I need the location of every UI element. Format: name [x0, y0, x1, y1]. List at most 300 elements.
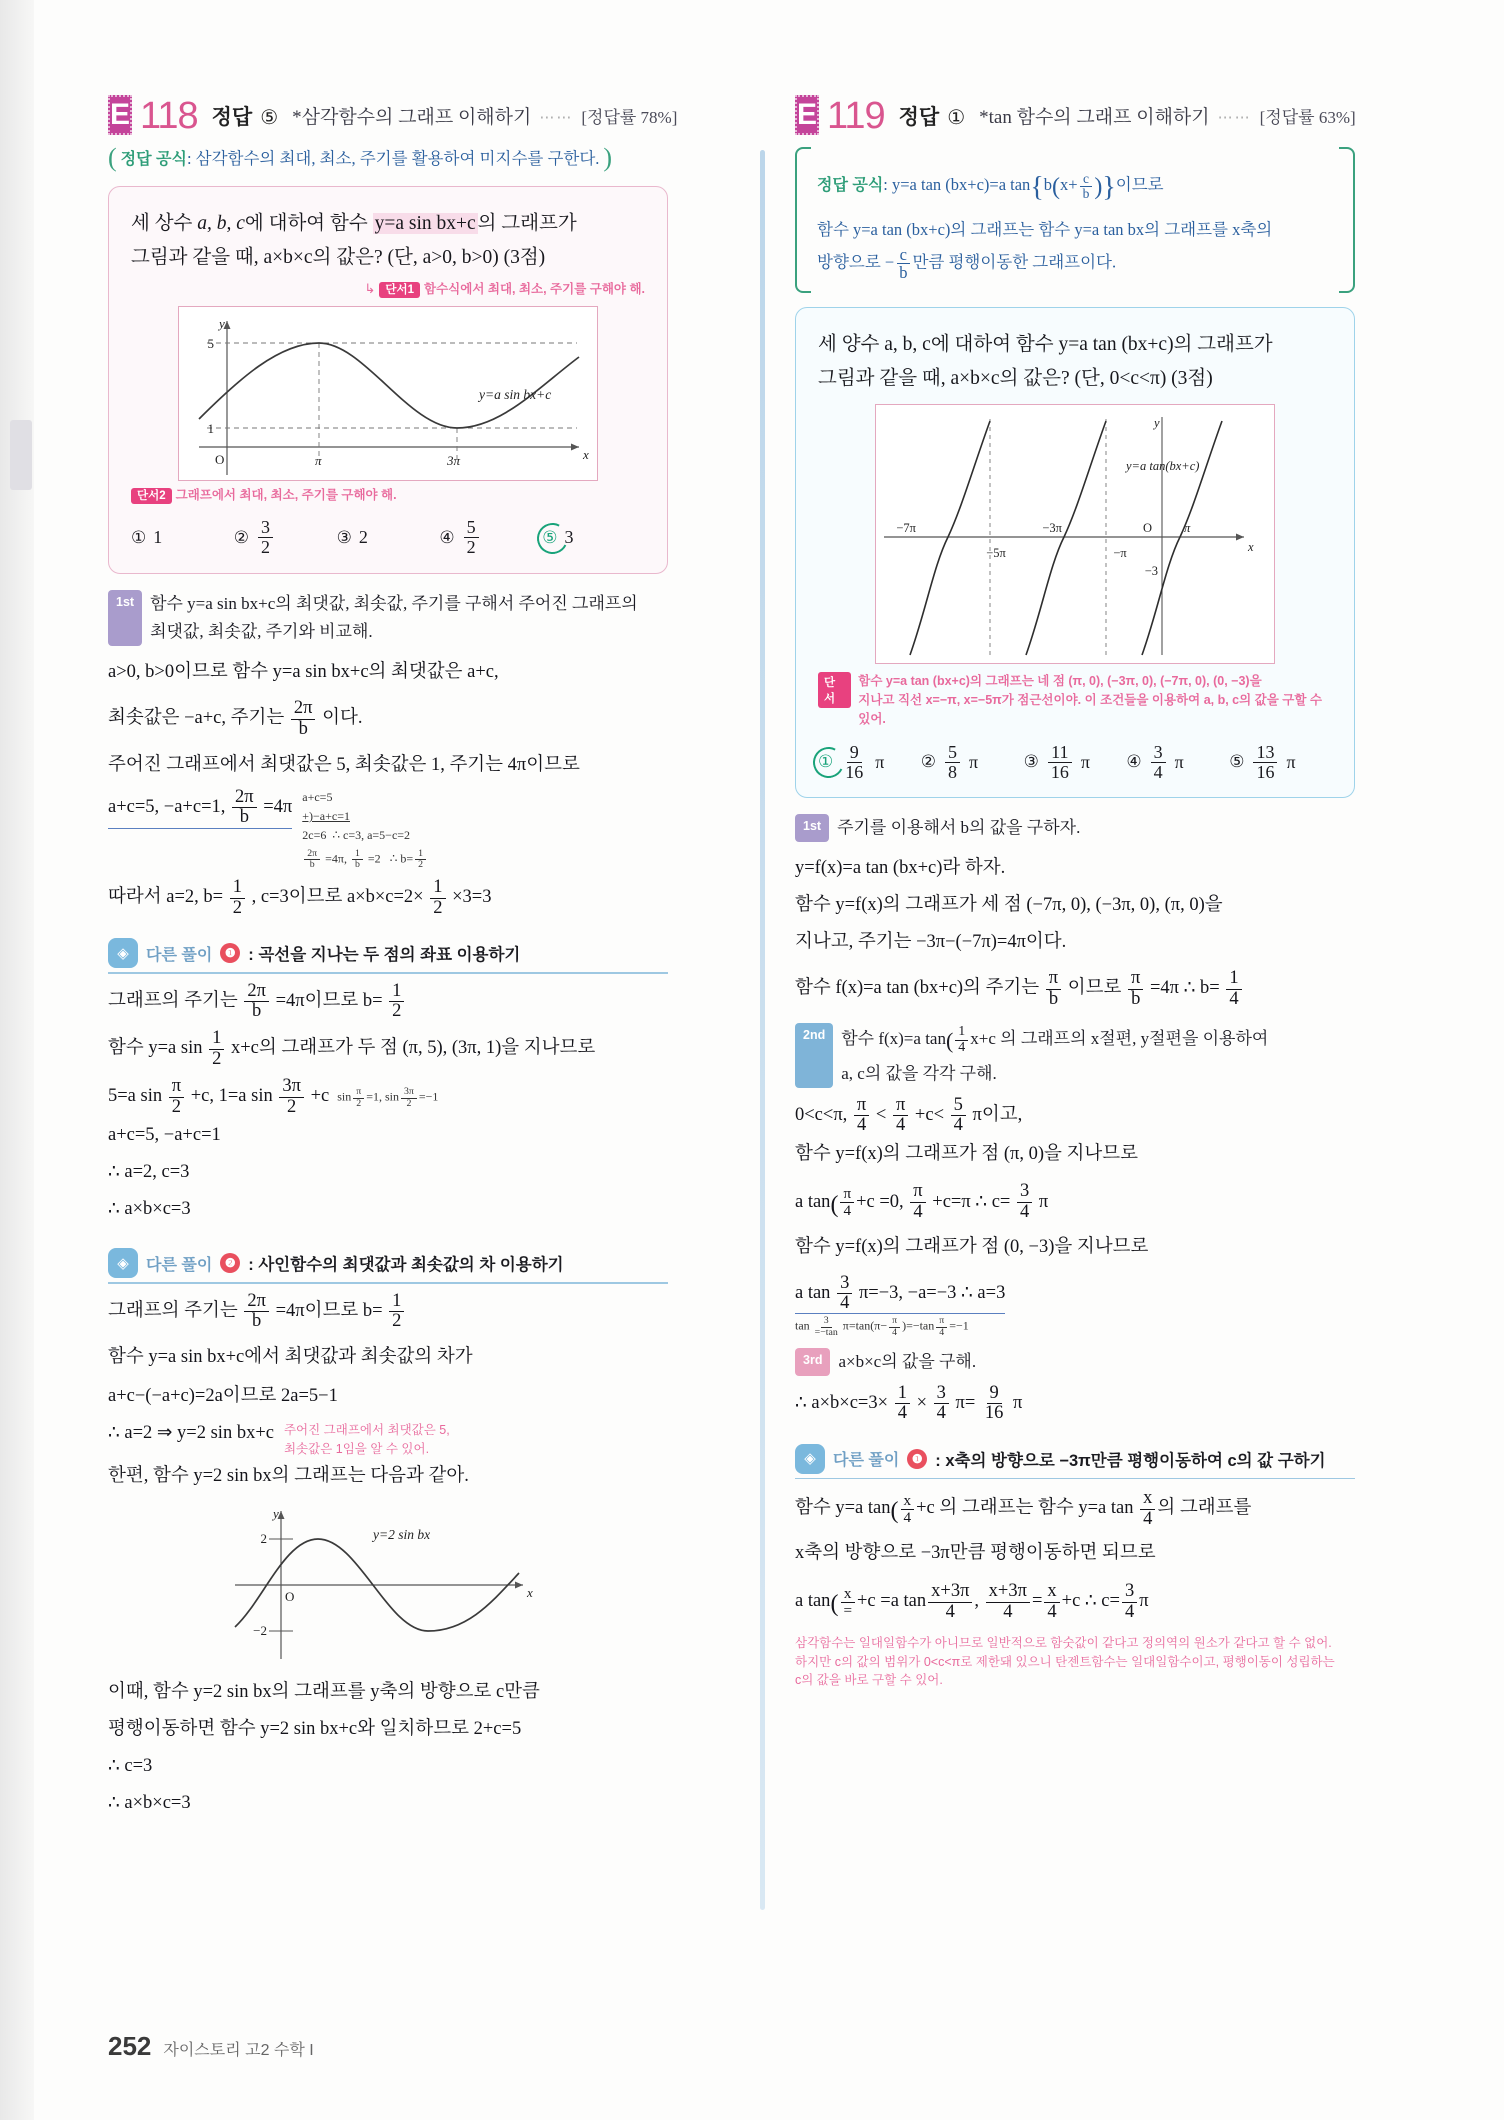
c119-3-d: 16	[1050, 761, 1069, 782]
o1l3-f1n: π	[169, 1077, 184, 1097]
s2l3-b: +c =0,	[856, 1191, 909, 1212]
column-right	[795, 95, 1355, 1689]
o119l3-f2n: x+3π	[928, 1582, 972, 1602]
s2l3-e: π	[1038, 1191, 1049, 1212]
s2-119-tan-note	[795, 1316, 1355, 1338]
other-solution-2-header	[108, 1248, 668, 1278]
formula-119-frac-2	[896, 246, 910, 282]
formula-119-line-1: 정답 공식: y=a tan (bx+c)=a tan{b(x+ $\frac{c}{b}$ )}이므로	[817, 170, 1164, 203]
step-1-block-119	[795, 814, 1355, 842]
other1-line-3-row	[108, 1069, 668, 1117]
choice-119-4-frac	[1151, 743, 1166, 782]
svg-text:−3: −3	[1144, 564, 1158, 579]
o1l1-prefix: 그래프의 주기는	[108, 990, 243, 1011]
s2l1-f2d: 4	[896, 1115, 906, 1136]
choice-119-2-num: ②	[920, 752, 937, 772]
other-solution-1-label: 다른 풀이	[146, 946, 213, 964]
formula-key-label: 정답 공식	[120, 151, 187, 168]
s2l1x-c: +c<	[914, 1104, 944, 1125]
c119-1-d: 16	[845, 761, 864, 782]
other1-line-4: a+c=5, −a+c=1	[108, 1125, 221, 1146]
s2l5-f	[837, 1274, 852, 1314]
other1-line-2	[108, 1029, 668, 1069]
o1l1-frac-1	[244, 982, 269, 1022]
o1l1-f1d: b	[252, 1000, 262, 1021]
q1-suffix: 의 그래프가	[477, 213, 577, 234]
s2l5-a: a tan	[795, 1282, 836, 1303]
clue-1-text: 함수식에서 최대, 최소, 주기를 구해야 해.	[424, 282, 645, 297]
o119l1-f1	[901, 1493, 915, 1526]
s119l4-f2	[1128, 969, 1143, 1009]
svg-text:1: 1	[207, 421, 214, 437]
choice-1[interactable]	[131, 518, 234, 557]
svg-text:3π: 3π	[447, 453, 461, 469]
s119l4-f3n: 1	[1226, 969, 1241, 989]
s2n-f2	[889, 1316, 900, 1338]
sol2-numer: 2π	[291, 699, 316, 719]
choice-4-numer: 5	[464, 518, 479, 538]
s2l3-f1	[840, 1186, 854, 1219]
clue-1-row	[131, 279, 645, 298]
other1-sin-note	[337, 1087, 438, 1117]
o119-note-line-3: c의 값을 바로 구할 수 있어.	[795, 1672, 943, 1687]
solution-line-2	[108, 699, 668, 739]
other2-line-5: 한편, 함수 y=2 sin bx의 그래프는 다음과 같아.	[108, 1465, 469, 1486]
o119-paren-open: (	[890, 1498, 899, 1525]
correct-rate-badge: [정답률 78%]	[581, 108, 678, 127]
choice-119-1[interactable]	[818, 743, 921, 782]
formula-119-key: 정답 공식	[817, 177, 884, 194]
formula-119-frac-n: c	[1080, 172, 1092, 187]
s2-119-line-2: 함수 y=f(x)의 그래프가 점 (π, 0)을 지나므로	[795, 1143, 1139, 1164]
s2l1-f3n: 5	[951, 1096, 966, 1116]
q1-vars: a, b, c	[197, 213, 245, 234]
o119l3-f2d: 4	[945, 1601, 955, 1622]
clue-2-text: 그래프에서 최대, 최소, 주기를 구해야 해.	[175, 488, 397, 503]
o119l3-c: ,	[974, 1591, 984, 1612]
o1l3-prefix: 5=a sin	[108, 1086, 167, 1107]
o1l3-frac-1	[169, 1077, 184, 1117]
choice-4-num: ④	[439, 527, 455, 547]
clue-arrow-icon: ↳	[364, 281, 376, 297]
choice-4-denom: 2	[466, 537, 476, 558]
sol5-f2-n: 1	[430, 878, 445, 898]
svg-text:−5π: −5π	[986, 546, 1006, 561]
formula-119-line-3	[817, 246, 1337, 282]
s2l1x-d: π이고,	[972, 1104, 1023, 1125]
o1l3-frac-2	[279, 1077, 304, 1117]
s2l3-paren-open: (	[830, 1191, 839, 1218]
o2l1-f1n: 2π	[244, 1292, 269, 1312]
formula-big-bracket-close: }	[1102, 172, 1116, 203]
s2-119-line-1	[795, 1096, 1355, 1136]
choice-2-num: ②	[233, 527, 250, 547]
sol5-fraction-2	[430, 878, 445, 918]
s2l1-f1n: π	[854, 1096, 869, 1116]
choice-3[interactable]	[337, 518, 440, 557]
s2n-d: =−tan	[906, 1318, 935, 1333]
sol5-fraction-1	[230, 878, 245, 918]
lightbulb-icon-119: ◈	[795, 1444, 825, 1474]
s2l3-f2d: 4	[913, 1201, 923, 1222]
s2l3-a: a tan	[795, 1191, 831, 1212]
choice-1-num: ①	[131, 527, 147, 547]
column-left	[108, 95, 678, 1822]
sol5-mid: , c=3이므로 a×b×c=2×	[251, 887, 424, 908]
s2n-f1d: =−tan	[814, 1326, 838, 1338]
close-paren-glyph: )	[603, 143, 613, 172]
svg-text:y: y	[1154, 416, 1160, 431]
o119l3-f1	[840, 1586, 855, 1619]
lightbulb-icon: ◈	[108, 938, 138, 968]
svg-text:O: O	[285, 1588, 295, 1604]
s2-frac-d: 4	[958, 1039, 966, 1055]
formula-119-frac	[1080, 172, 1093, 201]
o1n-f1	[353, 1087, 364, 1109]
s2n-e: =−1	[949, 1318, 969, 1333]
s2n-paren-2: )	[902, 1318, 907, 1333]
step-119-2-line-1	[841, 1024, 1269, 1055]
s119-line-2: 함수 y=f(x)의 그래프가 세 점 (−7π, 0), (−3π, 0), (π, 0)을	[795, 895, 1223, 916]
svg-text:−7π: −7π	[896, 521, 916, 536]
sol4-prefix: a+c=5, −a+c=1,	[108, 797, 231, 818]
o2-note-line-1: 주어진 그래프에서 최댓값은 5,	[283, 1423, 450, 1438]
s3l1-c: π=	[955, 1393, 976, 1414]
o119-line-1	[795, 1487, 1355, 1535]
s119-line-3: 지나고, 주기는 −3π−(−7π)=4π이다.	[795, 932, 1067, 953]
o119l1-c: 의 그래프를	[1157, 1498, 1252, 1519]
side-calc-line-5	[302, 849, 428, 871]
answer-formula-118	[108, 143, 668, 172]
o119l3-f3n: x+3π	[986, 1582, 1030, 1602]
s2n-f3d: 4	[939, 1326, 945, 1338]
formula-119-l1a: : y=a tan (bx+c)=a tan	[883, 175, 1031, 194]
choice-119-2[interactable]	[921, 743, 1024, 782]
side-calc-frac-2-d: b	[354, 858, 360, 870]
s2l5-b: π=−3, −a=−3 ∴ a=3	[858, 1282, 1006, 1303]
formula-119-l3b: 만큼 평행이동한 그래프이다.	[912, 252, 1117, 272]
s119l4-f1	[1046, 969, 1061, 1009]
o1l1-f2n: 1	[389, 982, 404, 1002]
s119l4-f3	[1226, 969, 1241, 1009]
svg-text:−3π: −3π	[1042, 521, 1062, 536]
other-solution-2-badge: ❷	[220, 1253, 240, 1273]
s2l3-f3d: 4	[1019, 1201, 1030, 1222]
o1l3-suffix: +c	[310, 1086, 330, 1107]
graph-118-frame	[178, 306, 598, 481]
q1-highlight-formula: y=a sin bx+c	[374, 213, 476, 234]
problem-grade-badge: E	[108, 95, 132, 135]
other-solution-119-label: 다른 풀이	[833, 1452, 900, 1470]
step-1-tag: 1st	[108, 590, 142, 646]
answer-label: 정답	[211, 106, 253, 129]
graph-119-svg	[876, 405, 1276, 665]
question-line-2: 그림과 같을 때, a×b×c의 값은? (단, a>0, b>0) (3점)	[131, 247, 546, 269]
s3l1-f1n: 1	[895, 1384, 910, 1404]
svg-text:−π: −π	[1113, 546, 1127, 561]
o119l3-f5n: 3	[1122, 1582, 1137, 1602]
question-119-line-1: 세 양수 a, b, c에 대하여 함수 y=a tan (bx+c)의 그래프가	[818, 334, 1273, 356]
choice-5-num-selected: ⑤	[542, 527, 558, 547]
c119-2-d: 8	[948, 761, 958, 782]
s3l1-f3n: 9	[987, 1384, 1002, 1404]
c119-3-n: 11	[1048, 743, 1071, 763]
problem-118-header	[108, 95, 678, 137]
other1-line-1	[108, 982, 668, 1022]
s119l4-f2d: b	[1131, 988, 1141, 1009]
choice-2-fraction	[258, 518, 273, 557]
step-3-block-119	[795, 1348, 1355, 1376]
c119-4-d: 4	[1153, 761, 1163, 782]
s3l1-a: ∴ a×b×c=3×	[795, 1393, 889, 1414]
s2l3-f1d: 4	[843, 1201, 852, 1219]
o119l3-f5	[1122, 1582, 1137, 1622]
answer-choice: ⑤	[260, 107, 279, 129]
o2l1-mid: =4π이므로 b=	[275, 1300, 383, 1321]
s119l4-f1d: b	[1048, 988, 1059, 1009]
s3l1-f2d: 4	[936, 1403, 946, 1424]
lightbulb-icon-2: ◈	[108, 1248, 138, 1278]
side-calc-6: ∴ b=	[389, 851, 414, 866]
problem-topic-119: *tan 함수의 그래프 이해하기	[979, 107, 1210, 128]
c119-5-suffix: π	[1286, 751, 1296, 772]
o1n-a: sin	[337, 1089, 352, 1104]
s2n-c: π−	[874, 1318, 888, 1333]
s2l3-f3	[1017, 1182, 1032, 1222]
side-calc-line-4: ∴ c=3, a=5−c=2	[332, 828, 411, 843]
s2l1-f2n: π	[893, 1096, 908, 1116]
sol4-denom: b	[239, 807, 249, 828]
answer-formula-119	[795, 147, 1355, 293]
svg-text:π: π	[315, 453, 322, 469]
o119-line-2: x축의 방향으로 −3π만큼 평행이동하면 되므로	[795, 1543, 1156, 1564]
o119l3-f1n: x	[841, 1586, 855, 1603]
problem-grade-badge-119: E	[795, 95, 819, 135]
side-calc-line-3: 2c=6	[302, 828, 327, 843]
s119-line-1: y=f(x)=a tan (bx+c)라 하자.	[795, 858, 1006, 879]
choice-119-5-num: ⑤	[1229, 752, 1245, 772]
other2-line-9: ∴ a×b×c=3	[108, 1792, 191, 1813]
solution-line-3: 주어진 그래프에서 최댓값은 5, 최솟값은 1, 주기는 4π이므로	[108, 754, 580, 775]
o119l1-f1n: x	[901, 1493, 915, 1510]
s3l1-e: π	[1013, 1393, 1023, 1414]
choice-5[interactable]	[542, 518, 645, 557]
o119-note	[795, 1634, 1355, 1688]
answer-label-119: 정답	[898, 106, 940, 129]
formula-119-l1b: 이므로	[1115, 175, 1164, 194]
side-calc-5-end: =2	[367, 851, 381, 866]
side-calc-frac-1-d: b	[309, 858, 315, 870]
s3l1-f2n: 3	[934, 1384, 949, 1404]
gutter-tab-mark	[10, 420, 32, 490]
choice-119-3[interactable]	[1024, 743, 1127, 782]
svg-text:x: x	[1248, 540, 1254, 555]
s3l1-f1d: 4	[897, 1403, 907, 1424]
choice-119-1-num-selected: ①	[818, 752, 834, 772]
s2l1x-b: <	[875, 1104, 887, 1125]
c119-5-n: 13	[1253, 743, 1277, 763]
c119-4-suffix: π	[1174, 751, 1184, 772]
question-card-118	[108, 186, 668, 574]
s2-119-line-3	[795, 1181, 1355, 1229]
problem-number-119: 119	[827, 95, 885, 137]
other2-line-3	[108, 1378, 668, 1415]
sol4-suffix: =4π	[263, 797, 293, 818]
step-2-block-119	[795, 1023, 1355, 1087]
s2-frac	[955, 1025, 968, 1055]
o119l3-f5d: 4	[1124, 1601, 1135, 1622]
o119-line-3	[795, 1580, 1355, 1628]
clue-2-row	[131, 485, 645, 504]
o119l1-f2	[1140, 1489, 1155, 1529]
s2l1-a: 함수 f(x)=a tan	[841, 1029, 946, 1049]
side-calculation-118	[302, 788, 428, 870]
solution-line-4	[108, 788, 292, 829]
open-paren-glyph: (	[108, 143, 117, 172]
choice-119-3-frac	[1048, 743, 1072, 782]
sol2-denom: b	[298, 718, 308, 739]
step-1-line-2: 최댓값, 최솟값, 주기와 비교해.	[150, 622, 373, 642]
other-solution-1-header	[108, 938, 668, 968]
side-calc-line-1: a+c=5	[302, 789, 333, 804]
c119-2-suffix: π	[969, 751, 979, 772]
svg-text:y: y	[273, 1505, 279, 1521]
s3l1-b: ×	[916, 1393, 927, 1414]
o119l3-paren-open: (	[830, 1591, 839, 1618]
sol5-f2-d: 2	[433, 897, 443, 918]
s2l1-b: x+c 의 그래프의 x절편, y절편을 이용하여	[970, 1029, 1269, 1049]
choice-119-5-frac	[1253, 743, 1277, 782]
step-119-2-tag: 2nd	[795, 1023, 833, 1087]
question-119-line-2: 그림과 같을 때, a×b×c의 값은? (단, 0<c<π) (3점)	[818, 368, 1213, 390]
o1l2-fd: 2	[212, 1048, 222, 1069]
choice-2-denom: 2	[261, 537, 271, 558]
question-line-1	[131, 207, 645, 241]
step-119-3-text: a×b×c의 값을 구해.	[838, 1352, 977, 1372]
step-1-line-1: 함수 y=a sin bx+c의 최댓값, 최솟값, 주기를 구해서 주어진 그래프의	[150, 594, 638, 614]
side-calc-frac-3-n: 1	[415, 849, 426, 860]
other1-line-3	[108, 1077, 329, 1117]
other-solution-119-rule	[795, 1478, 1355, 1480]
solution-line-4-row	[108, 788, 668, 870]
choice-119-3-num: ③	[1023, 752, 1039, 772]
o119l3-f3d: 4	[1003, 1601, 1013, 1622]
s2l1-f3d: 4	[953, 1115, 963, 1136]
o119l1-f2n: x	[1140, 1489, 1155, 1509]
o119l3-e: +c ∴ c=	[1061, 1591, 1120, 1612]
o119l3-f1d: =	[843, 1601, 852, 1619]
o1n-f2d: 2	[406, 1097, 412, 1109]
other-solution-119-title: : x축의 방향으로 −3π만큼 평행이동하여 c의 값 구하기	[935, 1451, 1326, 1470]
s119l4-f2n: π	[1128, 969, 1143, 989]
sol2-suffix: 이다.	[322, 708, 363, 729]
sol4-fraction	[232, 788, 257, 828]
clue-119-line-2: 지나고 직선 x=−π, x=−5π가 점근선이야. 이 조건들을 이용하여 a, b, c의 값을 구할 수 있어.	[858, 693, 1322, 726]
leader-dots: ⋯⋯	[539, 110, 574, 126]
other2-line-6: 이때, 함수 y=2 sin bx의 그래프를 y축의 방향으로 c만큼	[108, 1681, 540, 1702]
s2l3-f1n: π	[840, 1186, 854, 1203]
clue-119-text	[858, 672, 1332, 728]
o2l1-frac-1	[244, 1292, 269, 1332]
s119l4-f1n: π	[1046, 969, 1061, 989]
s2l1x-a: 0<c<π,	[795, 1104, 852, 1125]
o119l1-a: 함수 y=a tan	[795, 1498, 891, 1519]
s2-frac-n: 1	[955, 1025, 968, 1041]
o2l1-prefix: 그래프의 주기는	[108, 1300, 243, 1321]
s2l1-f1	[854, 1096, 869, 1136]
s3l1-f2	[934, 1384, 949, 1424]
svg-text:x: x	[583, 447, 589, 463]
clue-119-line-1: 함수 y=a tan (bx+c)의 그래프는 네 점 (π, 0), (−3π, 0), (−7π, 0), (0, −3)을	[858, 674, 1262, 689]
choice-119-4[interactable]	[1126, 743, 1229, 782]
graph-118-svg	[179, 307, 599, 482]
choices-118	[131, 518, 645, 557]
s2l5-fd: 4	[840, 1292, 850, 1313]
other2-line-1	[108, 1292, 668, 1332]
s119-line-4	[795, 969, 1355, 1009]
sol2-fraction	[291, 699, 316, 739]
s2l1-f1d: 4	[856, 1115, 867, 1136]
side-calc-frac-1-n: 2π	[304, 849, 320, 860]
page-footer	[108, 2031, 314, 2062]
o1l2-fn: 1	[209, 1029, 224, 1049]
svg-text:x: x	[527, 1584, 533, 1600]
s2n-f2n: π	[889, 1316, 900, 1327]
choice-4[interactable]	[439, 518, 542, 557]
choice-119-5[interactable]	[1229, 743, 1332, 782]
o1n-f2n: 3π	[401, 1087, 417, 1098]
svg-text:π: π	[1184, 521, 1191, 536]
answer-choice-119: ①	[947, 107, 966, 129]
s2l3-f3n: 3	[1017, 1182, 1032, 1202]
o119l1-f2d: 4	[1143, 1508, 1153, 1529]
formula-119-frac-d: b	[1082, 185, 1090, 201]
problem-number: 118	[140, 95, 198, 137]
svg-text:−2: −2	[253, 1622, 267, 1638]
sol5-prefix: 따라서 a=2, b=	[108, 887, 224, 908]
s2l3-f2	[910, 1182, 925, 1222]
step-119-2-line-2: a, c의 값을 각각 구해.	[841, 1063, 997, 1083]
graph-119-frame	[875, 404, 1275, 664]
choice-2[interactable]	[234, 518, 337, 557]
svg-text:y=a sin bx+c: y=a sin bx+c	[479, 387, 552, 403]
o2-note-line-2: 최솟값은 1임을 알 수 있어.	[283, 1441, 430, 1456]
choice-4-fraction	[464, 518, 479, 557]
step-119-1-text: 주기를 이용해서 b의 값을 구하자.	[837, 818, 1081, 838]
sol5-f1-d: 2	[232, 897, 242, 918]
s2l1-f2	[893, 1096, 908, 1136]
o2l1-f2d: 2	[392, 1310, 402, 1331]
q1-mid: 에 대하여 함수	[244, 213, 373, 234]
o2l1-f1d: b	[252, 1310, 262, 1331]
o1n-f1d: 2	[356, 1097, 362, 1109]
o1l1-frac-2	[389, 982, 404, 1022]
svg-text:O: O	[1142, 521, 1152, 536]
s119l4-a: 함수 f(x)=a tan (bx+c)의 주기는	[795, 978, 1044, 999]
s2n-f1	[812, 1316, 841, 1338]
s119l4-b: 이므로	[1067, 978, 1127, 999]
s2-119-line-4: 함수 y=f(x)의 그래프가 점 (0, −3)을 지나므로	[795, 1236, 1149, 1257]
o119l1-f1d: 4	[903, 1508, 912, 1526]
s2l1-f3	[951, 1096, 966, 1136]
o1l2-frac	[209, 1029, 224, 1069]
other2-note	[284, 1415, 450, 1457]
s2n-b: π=tan	[842, 1318, 871, 1333]
side-calc-frac-3-d: 2	[418, 858, 424, 870]
o1l3-mid: +c, 1=a sin	[190, 1086, 278, 1107]
side-calc-5-mid: =4π,	[325, 851, 350, 866]
other1-line-5: ∴ a=2, c=3	[108, 1162, 190, 1183]
